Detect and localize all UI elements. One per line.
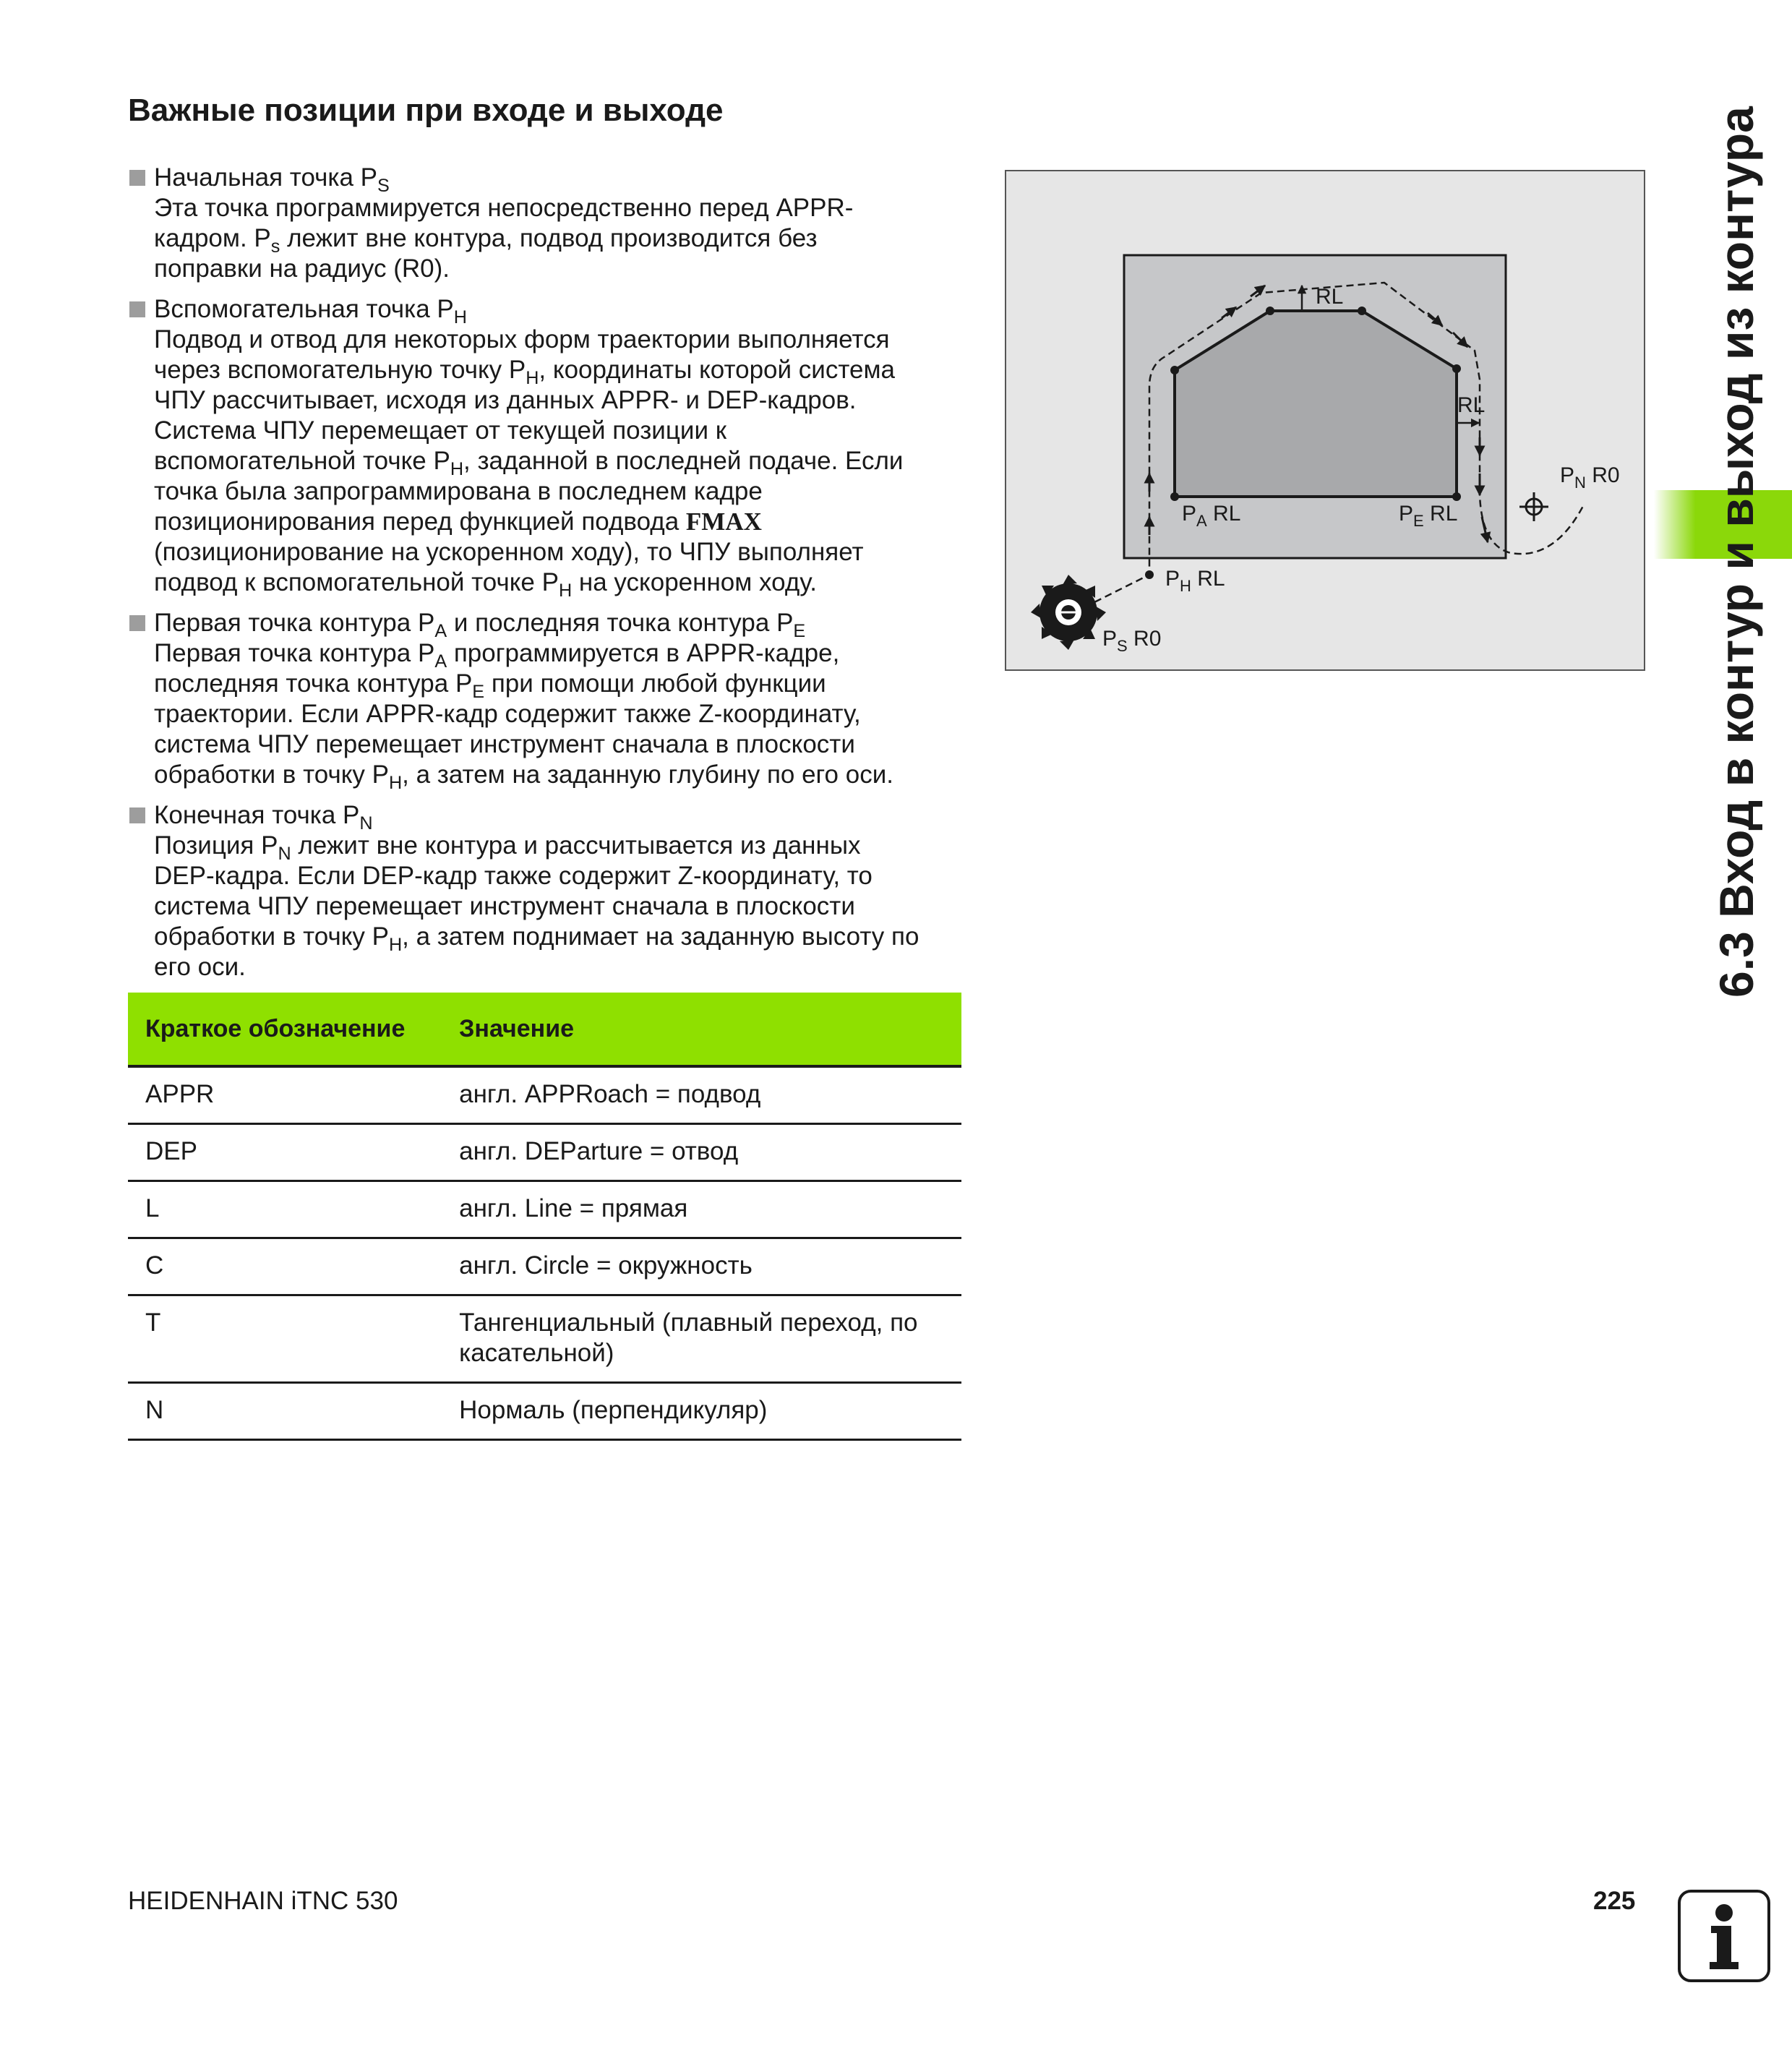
item-text-line [154,952,959,982]
item-text-line [154,223,959,257]
list-item [128,800,959,982]
table-cell-abbr: C [128,1238,442,1295]
label-ph: $P_H$ RL [1165,567,1225,595]
subscript: H [388,773,403,794]
text-segment: лежит вне контура, подвод производится без [280,224,818,252]
table-row [128,1295,961,1383]
table-cell-abbr: T [128,1295,442,1383]
item-text-line [154,325,959,355]
item-text-line [154,922,959,956]
item-text-line [154,416,959,446]
text-segment: и последняя точка контура P [447,609,794,637]
footer-manual-name: HEIDENHAIN iTNC 530 [128,1887,398,1915]
text-segment: лежит вне контура и рассчитывается из данных [291,831,861,860]
table-row [128,1181,961,1238]
list-item [128,163,959,284]
item-text-line [154,891,959,922]
column-header-meaning: Значение [442,993,961,1066]
list-item [128,294,959,601]
subscript: H [558,580,573,601]
item-text-line [154,446,959,480]
text-segment: точка была запрограммирована в последнем кадре [154,477,763,505]
milling-cutter-icon [1031,575,1106,650]
text-segment: Первая точка контура P [154,639,435,667]
label-pa: $P_A$ RL [1182,502,1241,530]
table-cell-abbr: L [128,1181,442,1238]
item-text-line [154,355,959,389]
table-row [128,1383,961,1440]
table-row [128,1066,961,1124]
square-bullet-icon [129,615,145,631]
text-segment: DEP-кадра. Если DEP-кадр также содержит Z-координату, то [154,862,873,890]
item-text-line [154,831,959,865]
text-segment: последняя точка контура P [154,669,473,698]
text-segment: кадром. P [154,224,271,252]
text-segment: через вспомогательную точку P [154,356,526,384]
text-segment: обработки в точку P [154,760,389,789]
text-segment: обработки в точку P [154,922,389,951]
text-segment: на ускоренном ходу. [572,568,817,596]
item-heading [154,608,959,642]
table-cell-meaning: Тангенциальный (плавный переход, по касательной) [442,1295,961,1383]
item-text-line [154,567,959,601]
item-text-line [154,476,959,507]
item-heading [154,800,959,834]
text-segment: ЧПУ рассчитывает, исходя из данных APPR- и DEP-кадров. [154,386,857,414]
text-segment: Позиция P [154,831,278,860]
position-list [128,163,959,993]
item-text-line [154,537,959,567]
table-header-row [128,993,961,1066]
item-text-line [154,193,959,223]
text-segment: , а затем поднимает на заданную высоту по [402,922,919,951]
subscript: A [434,651,447,672]
text-segment: Подвод и отвод для некоторых форм траектории выполняется [154,325,890,354]
table-cell-meaning: англ. Circle = окружность [442,1238,961,1295]
text-segment: , а затем на заданную глубину по его оси. [402,760,893,789]
text-segment: Начальная точка P [154,163,377,192]
item-text-line [154,385,959,416]
item-text-line [154,729,959,760]
square-bullet-icon [129,301,145,317]
table-row [128,1238,961,1295]
section-title: Важные позиции при входе и выходе [128,93,724,128]
text-segment: система ЧПУ перемещает инструмент сначала в плоскости [154,892,855,920]
subscript: A [434,621,447,642]
square-bullet-icon [129,170,145,186]
text-segment: Конечная точка P [154,801,360,829]
text-segment: Первая точка контура P [154,609,435,637]
text-segment: подвод к вспомогательной точке P [154,568,559,596]
square-bullet-icon [129,807,145,823]
subscript: FMAX [685,507,762,536]
text-segment: программируется в APPR-кадре, [447,639,840,667]
table-cell-abbr: DEP [128,1124,442,1181]
side-chapter-title: 6.3 Вход в контур и выход из контура [1710,106,1763,998]
text-segment: траектории. Если APPR-кадр содержит также Z-координату, [154,700,861,728]
text-segment: Вспомогательная точка P [154,295,454,323]
page-number: 225 [1593,1887,1636,1915]
text-segment: , координаты которой система [539,356,895,384]
info-icon [1678,1890,1770,1982]
text-segment: (позиционирование на ускоренном ходу), то ЧПУ выполняет [154,538,864,566]
subscript: N [278,844,291,865]
text-segment: при помощи любой функции [484,669,826,698]
label-rl-top: RL [1316,285,1344,309]
text-segment: Эта точка программируется непосредственно перед APPR- [154,194,854,222]
item-heading [154,294,959,328]
text-segment: поправки на радиус (R0). [154,254,450,283]
abbreviation-table [128,993,961,1441]
text-segment: , заданной в последней подаче. Если [463,447,904,475]
table-row [128,1124,961,1181]
subscript: N [359,813,373,834]
subscript: s [270,236,280,257]
column-header-abbreviation: Краткое обозначение [128,993,442,1066]
item-text-line [154,699,959,729]
subscript: H [453,307,467,328]
item-text-line [154,507,959,537]
subscript: H [526,368,539,389]
item-text-line [154,861,959,891]
subscript: H [450,459,464,480]
item-text-line [154,669,959,703]
text-segment: позиционирования перед функцией подвода [154,507,686,536]
subscript: H [388,935,403,956]
item-heading [154,163,959,197]
label-pe: $P_E$ RL [1399,502,1458,530]
item-text-line [154,760,959,794]
item-text-line [154,254,959,284]
subscript: E [472,682,485,703]
text-segment: его оси. [154,953,246,981]
subscript: E [793,621,806,642]
subscript: S [377,176,390,197]
approach-departure-diagram [1005,170,1645,671]
table-cell-meaning: англ. DEParture = отвод [442,1124,961,1181]
table-cell-meaning: Нормаль (перпендикуляр) [442,1383,961,1440]
label-pn: $P_N$ R0 [1560,463,1620,492]
table-cell-abbr: N [128,1383,442,1440]
list-item [128,608,959,794]
table-cell-abbr: APPR [128,1066,442,1124]
item-text-line [154,638,959,672]
label-rl-right: RL [1457,393,1486,417]
label-ps: $P_S$ R0 [1102,627,1162,655]
table-cell-meaning: англ. Line = прямая [442,1181,961,1238]
text-segment: система ЧПУ перемещает инструмент сначала в плоскости [154,730,855,758]
text-segment: Система ЧПУ перемещает от текущей позиции к [154,416,727,445]
table-cell-meaning: англ. APPRoach = подвод [442,1066,961,1124]
text-segment: вспомогательной точке P [154,447,450,475]
